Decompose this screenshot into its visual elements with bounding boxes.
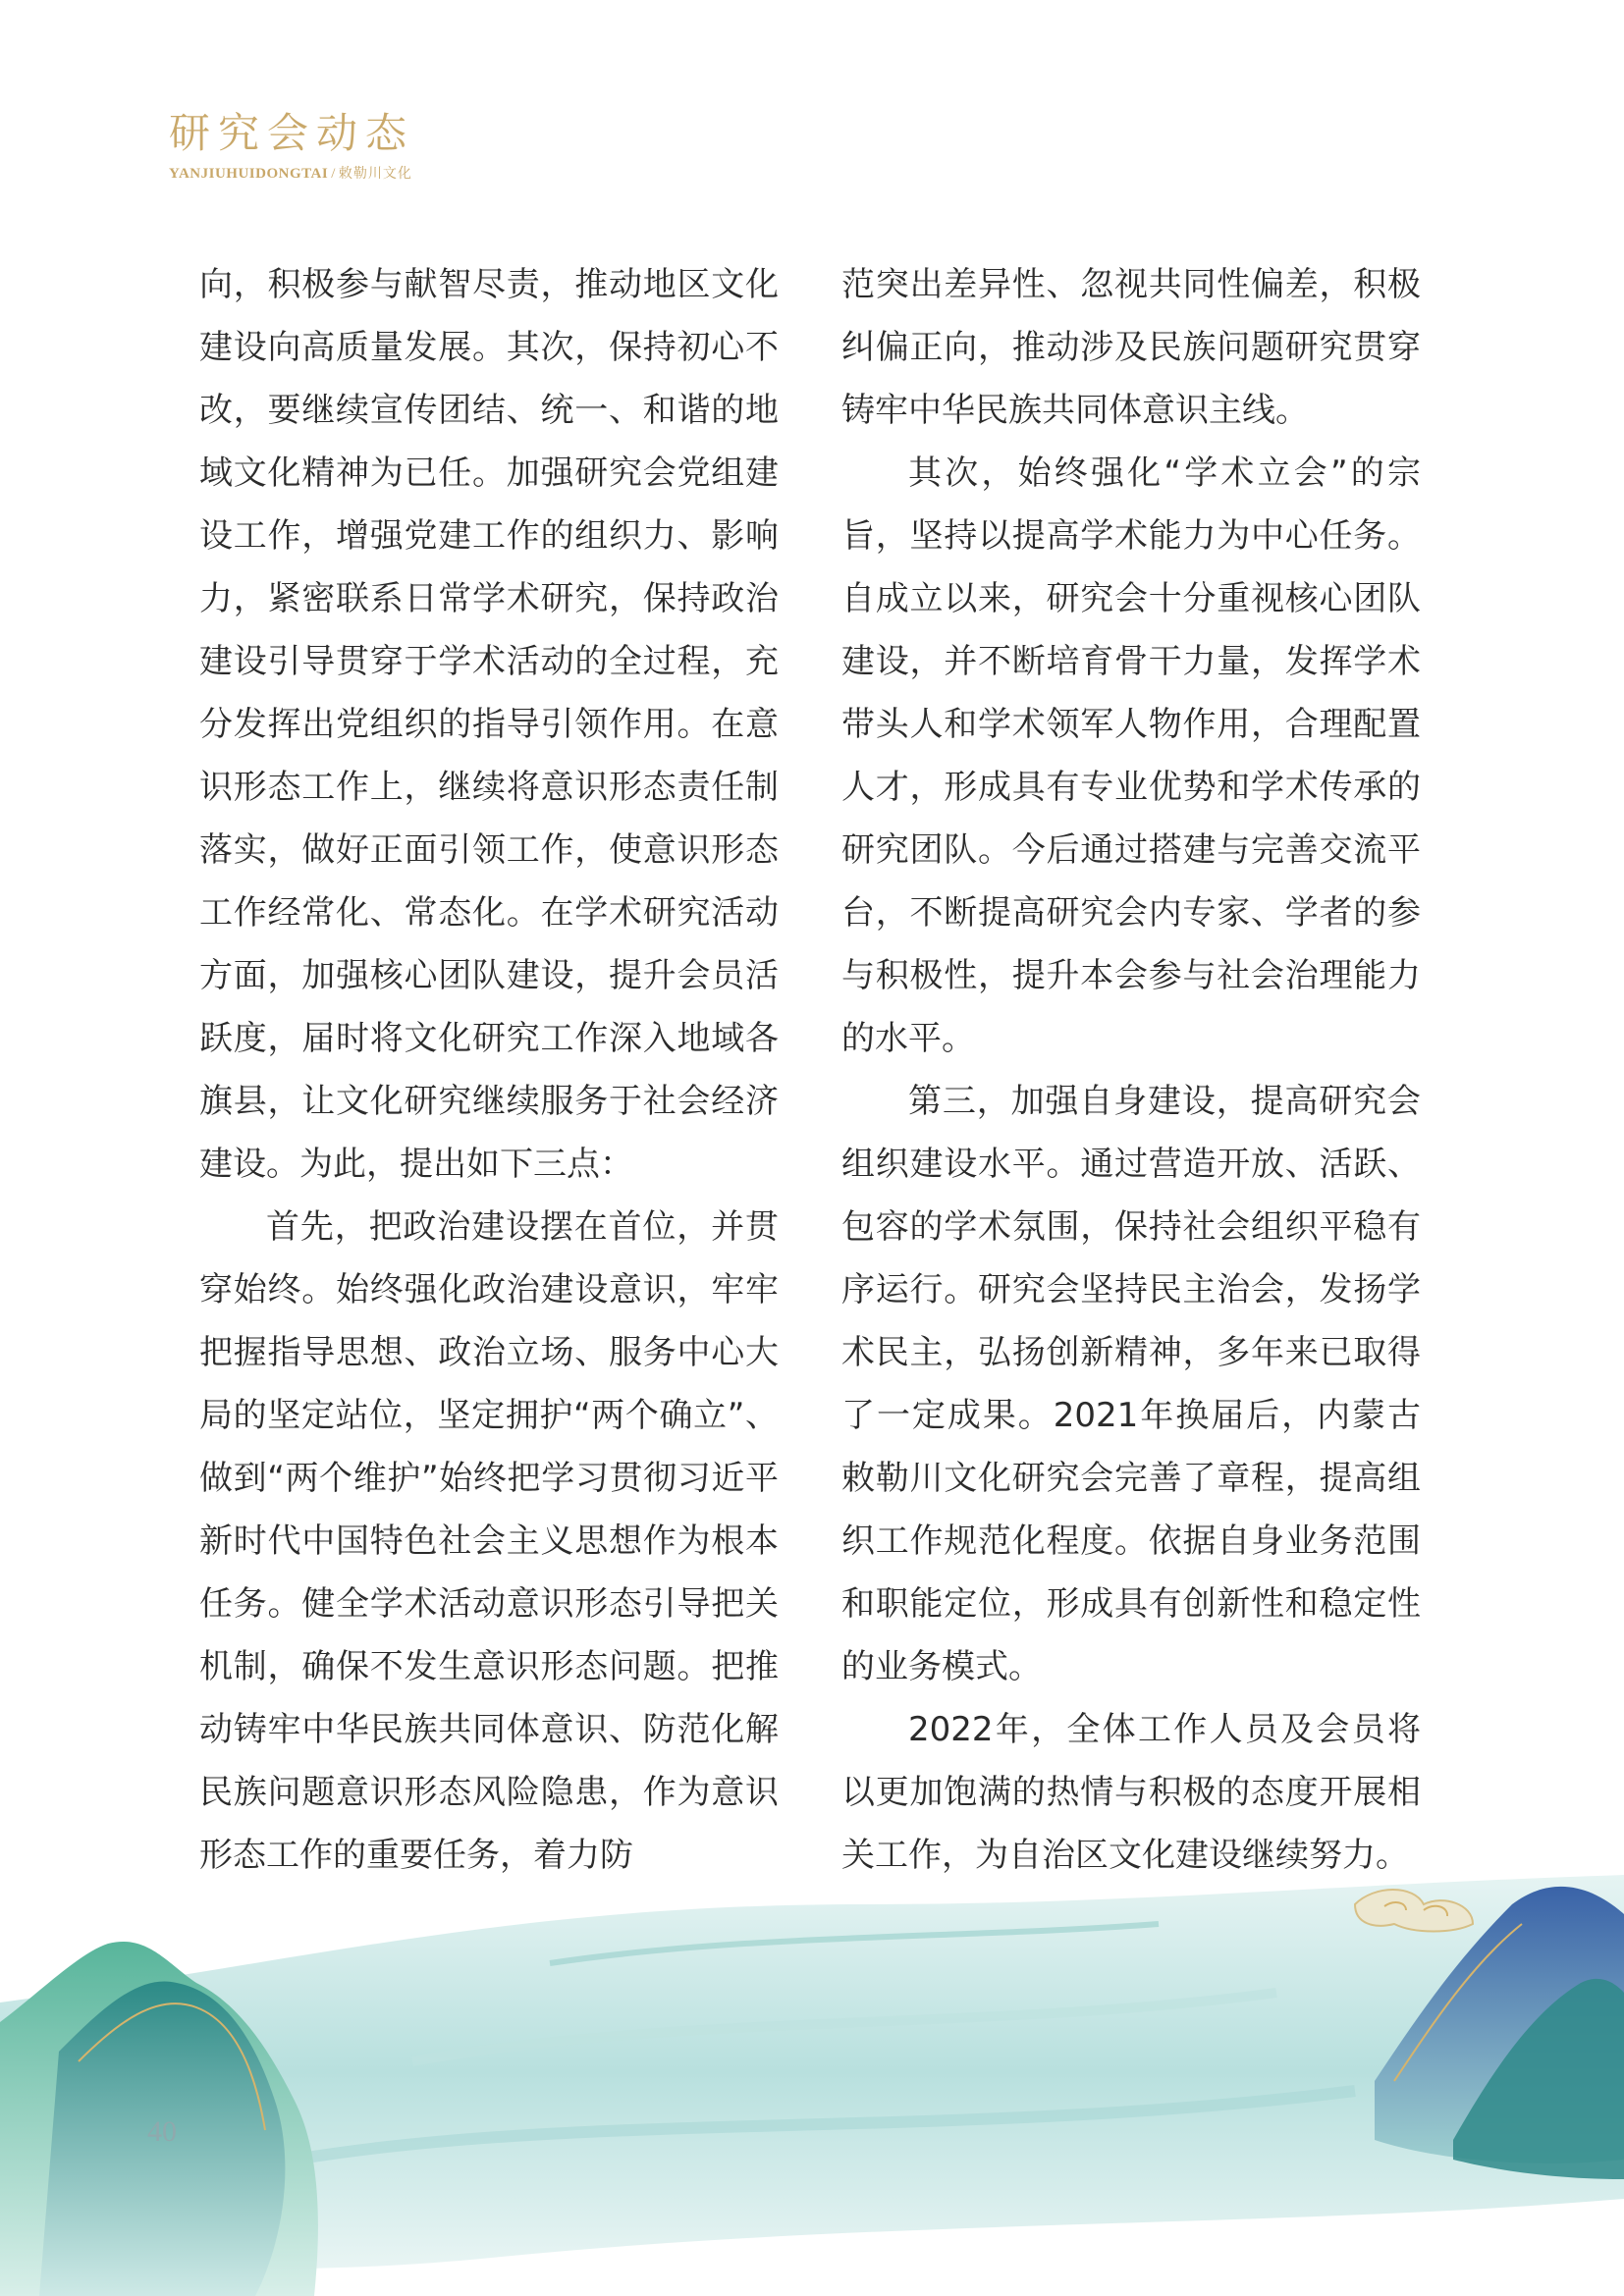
section-subtitle-pinyin: YANJIUHUIDONGTAI <box>169 166 329 182</box>
left-text-column <box>199 253 779 1887</box>
section-subtitle <box>169 163 414 183</box>
left-paragraph-2: 首先，把政治建设摆在首位，并贯穿始终。始终强化政治建设意识，牢牢把握指导思想、政治立场、服务中心大局的坚定站位，坚定拥护“两个确立”、做到“两个维护”始终把学习贯彻习近平新时代中国特色社会主义思想作为根本任务。健全学术活动意识形态引导把关机制，确保不发生意识形态问题。把推动铸牢中华民族共同体意识、防范化解民族问题意识形态风险隐患，作为意识形态工作的重要任务，着力防 <box>199 1207 779 1875</box>
page-header <box>169 110 414 183</box>
left-paragraph-1: 向，积极参与献智尽责，推动地区文化建设向高质量发展。其次，保持初心不改，要继续宣传团结、统一、和谐的地域文化精神为已任。加强研究会党组建设工作，增强党建工作的组织力、影响力，紧密联系日常学术研究，保持政治建设引导贯穿于学术活动的全过程，充分发挥出党组织的指导引领作用。在意识形态工作上，继续将意识形态责任制落实，做好正面引领工作，使意识形态工作经常化、常态化。在学术研究活动方面，加强核心团队建设，提升会员活跃度，届时将文化研究工作深入地域各旗县，让文化研究继续服务于社会经济建设。为此，提出如下三点： <box>199 265 779 1184</box>
section-subtitle-column: 敕勒川文化 <box>338 167 412 182</box>
section-title: 研究会动态 <box>169 109 415 157</box>
section-subtitle-separator: / <box>331 166 336 182</box>
right-paragraph-3: 第三，加强自身建设，提高研究会组织建设水平。通过营造开放、活跃、包容的学术氛围，保持社会组织平稳有序运行。研究会坚持民主治会，发扬学术民主，弘扬创新精神，多年来已取得了一定成果。2021年换届后，内蒙古敕勒川文化研究会完善了章程，提高组织工作规范化程度。依据自身业务范围和职能定位，形成具有创新性和稳定性的业务模式。 <box>841 1082 1421 1686</box>
landscape-illustration <box>0 1845 1624 2296</box>
page-number: 40 <box>147 2115 177 2148</box>
right-paragraph-1: 范突出差异性、忽视共同性偏差，积极纠偏正向，推动涉及民族问题研究贯穿铸牢中华民族共同体意识主线。 <box>841 265 1421 430</box>
right-paragraph-4: 2022年，全体工作人员及会员将以更加饱满的热情与积极的态度开展相关工作，为自治区文化建设继续努力。 <box>841 1710 1421 1875</box>
right-text-column <box>841 253 1421 1887</box>
right-paragraph-2: 其次，始终强化“学术立会”的宗旨，坚持以提高学术能力为中心任务。自成立以来，研究会十分重视核心团队建设，并不断培育骨干力量，发挥学术带头人和学术领军人物作用，合理配置人才，形成具有专业优势和学术传承的研究团队。今后通过搭建与完善交流平台，不断提高研究会内专家、学者的参与积极性，提升本会参与社会治理能力的水平。 <box>841 454 1421 1058</box>
